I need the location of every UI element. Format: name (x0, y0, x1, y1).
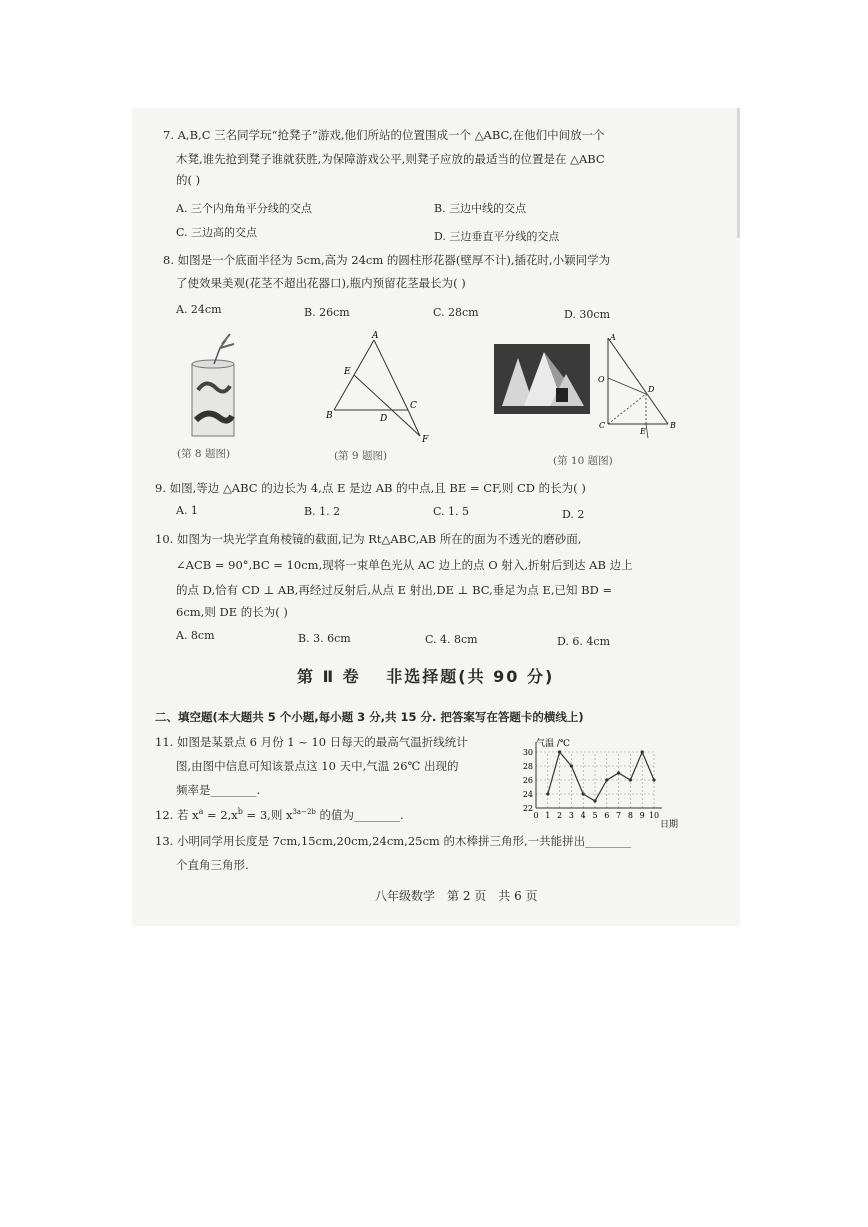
q10-option-d: D. 6. 4cm (557, 635, 611, 648)
chart-data-point (582, 792, 585, 795)
fig9-label-f: F (422, 435, 429, 444)
fig10-label-b: B (670, 421, 676, 430)
q9-option-d: D. 2 (562, 508, 585, 521)
figure-10-caption: (第 10 题图) (553, 455, 613, 467)
chart-data-point (641, 750, 644, 753)
chart-x-tick-label: 9 (639, 811, 645, 820)
chart-data-point (629, 778, 632, 781)
q9-option-c: C. 1. 5 (433, 505, 470, 518)
q8-line2: 了使效果美观(花茎不超出花器口),瓶内预留花茎最长为( ) (176, 276, 466, 290)
chart-y-tick-label: 26 (522, 776, 533, 785)
q7-option-a: A. 三个内角角平分线的交点 (176, 202, 312, 215)
q10-line4: 6cm,则 DE 的长为( ) (176, 605, 288, 619)
chart-data-point (558, 750, 561, 753)
chart-series (546, 750, 655, 802)
chart-y-tick-label: 24 (522, 790, 533, 799)
fig10-label-d: D (648, 385, 655, 394)
chart-x-tick-label: 4 (580, 811, 586, 820)
q7-option-c: C. 三边高的交点 (176, 226, 258, 239)
part2-header: 二、填空题(本大题共 5 个小题,每小题 3 分,共 15 分. 把答案写在答题卡的横线上) (155, 710, 584, 724)
q10-option-a: A. 8cm (176, 629, 215, 642)
section-2-title: 第 Ⅱ 卷 非选择题(共 90 分) (297, 667, 555, 686)
chart-data-point (605, 778, 608, 781)
q8-option-c: C. 28cm (433, 306, 479, 319)
temperature-line-chart (510, 734, 690, 830)
figure-10-prism-photo (494, 344, 590, 414)
q7-option-b: B. 三边中线的交点 (434, 202, 527, 215)
chart-y-tick-label: 28 (522, 762, 533, 771)
figure-9-triangle (320, 328, 430, 444)
q8-option-d: D. 30cm (564, 308, 611, 321)
chart-x-tick-label: 3 (568, 811, 574, 820)
chart-x-tick-label: 2 (557, 811, 563, 820)
figure-9-caption: (第 9 题图) (334, 450, 388, 462)
fig9-label-b: B (326, 411, 333, 421)
chart-x-tick-label: 10 (648, 811, 660, 820)
fig9-label-c: C (410, 401, 417, 411)
q12-line (155, 805, 404, 822)
q12-sup-exp: 3a−2b (292, 808, 316, 816)
chart-data-point (570, 764, 573, 767)
fig10-label-a: A (610, 333, 616, 342)
q7-line3: 的( ) (176, 173, 201, 187)
figure-10-diagram (596, 332, 678, 442)
q10-option-c: C. 4. 8cm (425, 633, 478, 646)
fig9-label-d: D (380, 414, 388, 424)
page-footer: 八年级数学 第 2 页 共 6 页 (375, 889, 538, 903)
chart-x-tick-label: 7 (616, 811, 622, 820)
q9-line1: 9. 如图,等边 △ABC 的边长为 4,点 E 是边 AB 的中点,且 BE = CF,则 CD 的长为( ) (155, 481, 586, 495)
chart-x-tick-label: 8 (627, 811, 633, 820)
q9-option-b: B. 1. 2 (304, 505, 341, 518)
q9-option-a: A. 1 (176, 504, 198, 517)
chart-x-tick-label: 1 (545, 811, 551, 820)
q11-line2: 图,由图中信息可知该景点这 10 天中,气温 26℃ 出现的 (176, 759, 459, 773)
q7-line1: 7. A,B,C 三名同学玩“抢凳子”游戏,他们所站的位置围成一个 △ABC,在他们中间放一个 (163, 128, 605, 142)
q12-sup-a: a (198, 807, 204, 816)
q13-line2: 个直角三角形. (176, 858, 249, 872)
chart-data-point (617, 771, 620, 774)
chart-data-point (546, 792, 549, 795)
q12-sup-b: b (237, 807, 243, 816)
q10-option-b: B. 3. 6cm (298, 632, 351, 645)
chart-data-point (593, 799, 596, 802)
q8-option-b: B. 26cm (304, 306, 350, 319)
fig10-label-e: E (640, 427, 646, 436)
chart-xlabel: 日期 (660, 820, 679, 830)
q13-line1: 13. 小明同学用长度是 7cm,15cm,20cm,24cm,25cm 的木棒拼三角形,一共能拼出________ (155, 834, 632, 848)
chart-series-line (548, 752, 654, 801)
chart-x-tick-label: 5 (592, 811, 598, 820)
q11-line3: 频率是________. (176, 783, 261, 797)
chart-y-tick-label: 22 (522, 804, 533, 813)
chart-data-point (652, 778, 655, 781)
chart-y-tick-label: 30 (522, 748, 533, 757)
figure-8-caption: (第 8 题图) (177, 448, 231, 460)
fig10-label-c: C (599, 421, 606, 430)
q10-line1: 10. 如图为一块光学直角棱镜的截面,记为 Rt△ABC,AB 所在的面为不透光的磨砂面, (155, 532, 582, 546)
chart-x-tick-label: 0 (533, 811, 539, 820)
fig9-label-a: A (372, 331, 379, 341)
fig9-label-e: E (344, 367, 351, 377)
chart-ylabel: 气温 /℃ (536, 739, 570, 749)
q10-line3: 的点 D,恰有 CD ⊥ AB,再经过反射后,从点 E 射出,DE ⊥ BC,垂足为点 E,已知 BD = (176, 583, 613, 597)
chart-x-ticks (533, 811, 659, 820)
q10-line2: ∠ACB = 90°,BC = 10cm,现将一束单色光从 AC 边上的点 O 射入,折射后到达 AB 边上 (176, 558, 633, 572)
fig10-label-o: O (598, 375, 605, 384)
q12-part1: 12. 若 x (155, 807, 199, 822)
q8-option-a: A. 24cm (176, 303, 222, 316)
q8-line1: 8. 如图是一个底面半径为 5cm,高为 24cm 的圆柱形花器(壁厚不计),插花时,小颖同学为 (163, 253, 611, 267)
q12-part3: = 3,则 x (242, 807, 293, 822)
chart-y-ticks (523, 748, 533, 813)
q7-line2: 木凳,谁先抢到凳子谁就获胜,为保障游戏公平,则凳子应放的最适当的位置是在 △ABC (176, 152, 605, 166)
q12-part4: 的值为________. (315, 807, 404, 822)
chart-x-tick-label: 6 (604, 811, 610, 820)
q12-part2: = 2,x (203, 807, 238, 822)
q11-line1: 11. 如图是某景点 6 月份 1 ~ 10 日每天的最高气温折线统计 (155, 735, 468, 749)
q7-option-d: D. 三边垂直平分线的交点 (434, 230, 560, 243)
figure-8-vase (180, 330, 260, 442)
